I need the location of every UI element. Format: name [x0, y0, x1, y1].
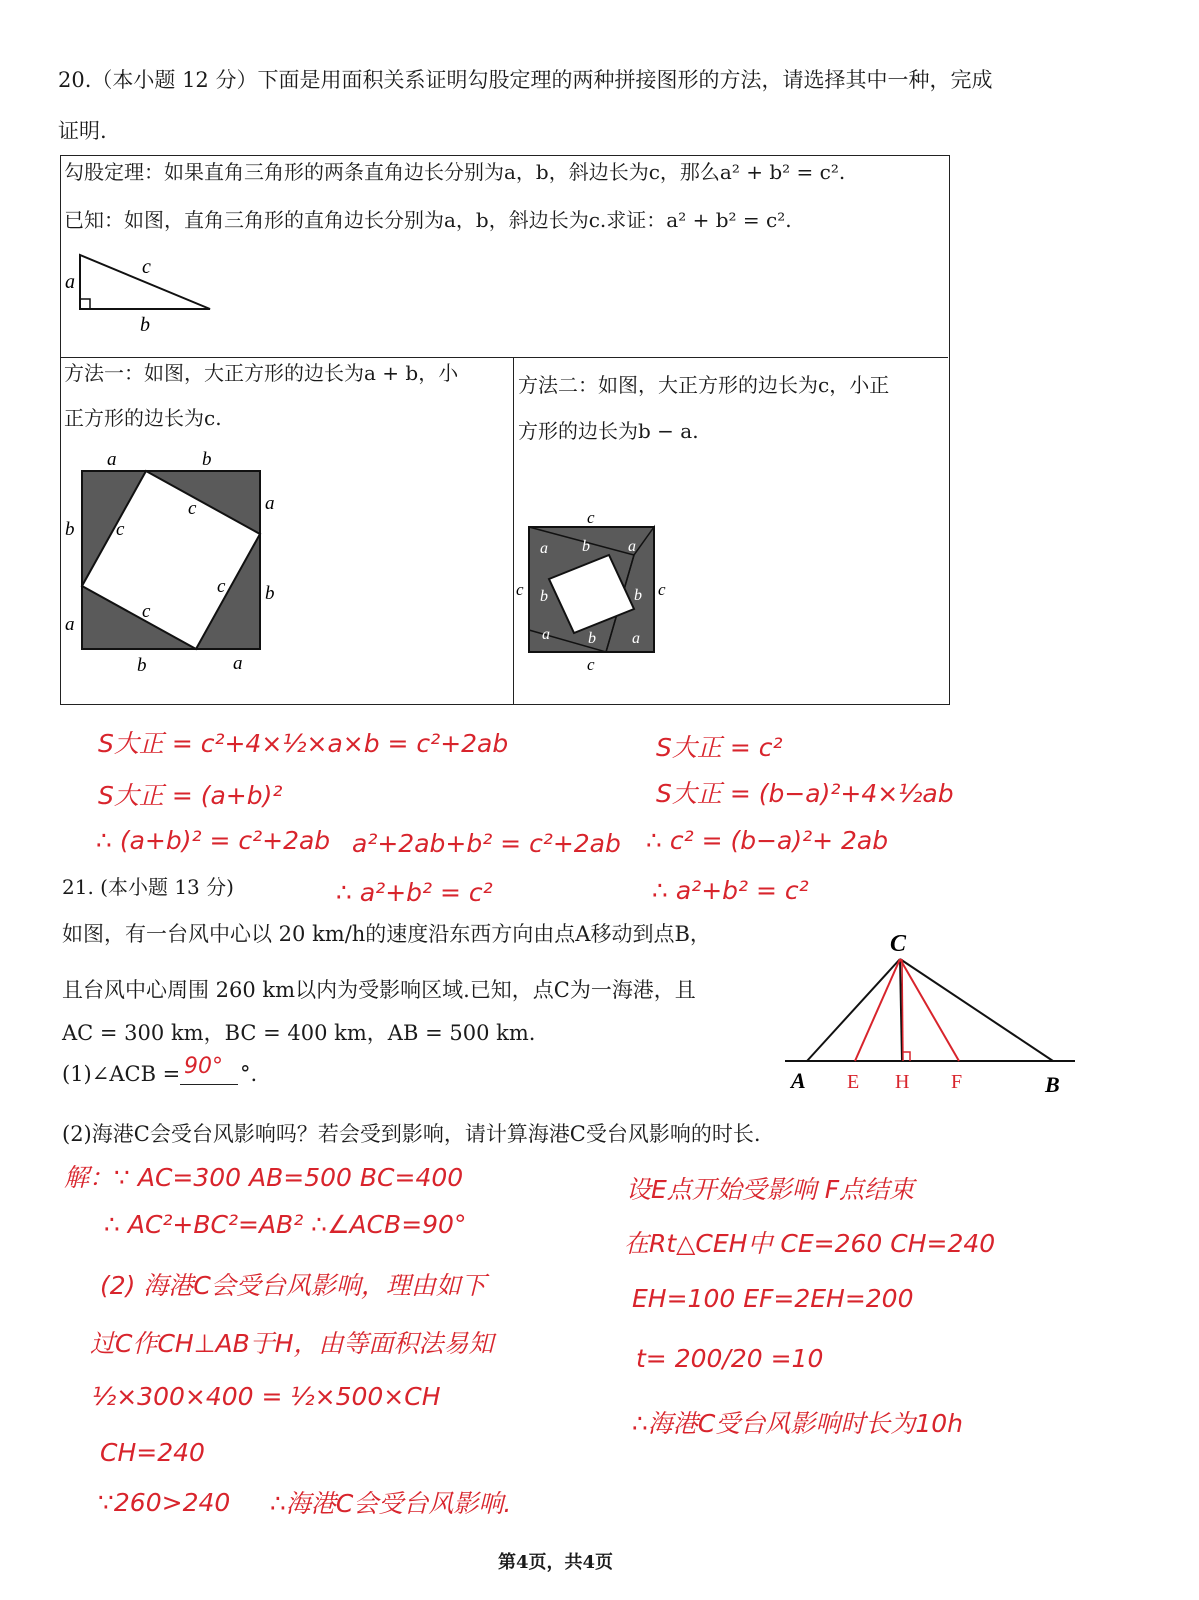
q21-hw-r4: t= 200/20 =10	[636, 1344, 824, 1373]
point-C-label: C	[890, 931, 907, 957]
q21-hw-l7b: ∴海港C会受台风影响.	[270, 1489, 512, 1518]
fig2-b-1: b	[582, 538, 590, 555]
fig1-bottom-b: b	[137, 655, 147, 676]
q20-hw-right-2: S大正 = (b−a)²+4×½ab	[656, 779, 954, 808]
triangle-label-c: c	[142, 256, 151, 278]
fig1-left-b: b	[65, 519, 75, 540]
given-statement: 已知：如图，直角三角形的直角边长分别为a，b，斜边长为c.求证：a² + b² = c².	[64, 208, 792, 232]
q21-hw-l3: (2) 海港C会受台风影响，理由如下	[100, 1271, 486, 1300]
fig1-inner-c-bottom: c	[142, 601, 151, 622]
method1-line2: 正方形的边长为c.	[64, 406, 222, 430]
q20-hw-left-3b: a²+2ab+b² = c²+2ab	[352, 829, 621, 858]
fig1-right-b: b	[265, 583, 275, 604]
q20-hw-right-1: S大正 = c²	[656, 733, 783, 762]
segment-CE	[855, 959, 900, 1061]
q20-hw-left-2: S大正 = (a+b)²	[98, 781, 283, 810]
right-angle-mark	[80, 299, 90, 309]
right-angle-mark-H	[903, 1052, 910, 1061]
q21-text-line3: AC = 300 km，BC = 400 km，AB = 500 km.	[62, 1021, 536, 1045]
fig2-b-4: b	[588, 630, 596, 647]
segment-CB	[900, 959, 1053, 1061]
fig1-inner-c-right: c	[217, 576, 226, 597]
q21-hw-l6: CH=240	[100, 1438, 205, 1467]
method1-figure	[62, 445, 292, 680]
q21-part1-suffix: °.	[240, 1062, 258, 1086]
q21-hw-l4: 过C作CH⊥AB于H，由等面积法易知	[90, 1329, 494, 1358]
q21-header: 21. (本小题 13 分)	[62, 875, 234, 899]
fig2-b-2: b	[540, 588, 548, 605]
q20-header-line2: 证明.	[58, 119, 107, 143]
q20-hw-left-4: ∴ a²+b² = c²	[336, 878, 493, 907]
fig1-inner-c-top: c	[188, 498, 197, 519]
method2-line1: 方法二：如图，大正方形的边长为c，小正	[518, 373, 890, 397]
fig2-right-c: c	[658, 580, 666, 599]
triangle-label-b: b	[140, 314, 150, 336]
fig2-a-2: a	[628, 538, 636, 555]
q21-hw-r5: ∴海港C受台风影响时长为10h	[632, 1409, 964, 1438]
q21-text-line2: 且台风中心周围 260 km以内为受影响区域.已知，点C为一海港，且	[62, 978, 696, 1002]
method2-line2: 方形的边长为b − a.	[518, 419, 699, 443]
q21-hw-l7a: ∵260>240	[98, 1488, 231, 1517]
q21-hw-r3: EH=100 EF=2EH=200	[632, 1284, 914, 1313]
q21-part1-answer: 90°	[184, 1054, 223, 1079]
q21-hw-r1: 设E点开始受影响 F点结束	[626, 1175, 915, 1204]
point-B-label: B	[1045, 1072, 1060, 1097]
q21-hw-r2: 在Rt△CEH中 CE=260 CH=240	[624, 1229, 996, 1258]
fig1-inner-c-left: c	[116, 519, 125, 540]
q21-hw-l5: ½×300×400 = ½×500×CH	[92, 1382, 441, 1411]
q20-header-line1: 20.（本小题 12 分）下面是用面积关系证明勾股定理的两种拼接图形的方法，请选择其中一种，完成	[58, 68, 993, 92]
fig2-left-c: c	[516, 580, 524, 599]
q20-hw-left-3a: ∴ (a+b)² = c²+2ab	[96, 826, 331, 855]
answer-blank-line	[180, 1084, 238, 1085]
q20-hw-left-1: S大正 = c²+4×½×a×b = c²+2ab	[98, 729, 509, 758]
fig2-a-4: a	[632, 630, 640, 647]
q21-part2: (2)海港C会受台风影响吗？若会受到影响，请计算海港C受台风影响的时长.	[62, 1122, 761, 1146]
fig2-a-3: a	[542, 626, 550, 643]
q20-hw-right-3: ∴ c² = (b−a)²+ 2ab	[646, 826, 889, 855]
fig2-a-1: a	[540, 540, 548, 557]
q21-text-line1: 如图，有一台风中心以 20 km/h的速度沿东西方向由点A移动到点B，	[62, 922, 711, 946]
segment-CF	[900, 959, 959, 1061]
point-F-label: F	[951, 1071, 963, 1093]
segment-CA	[807, 959, 900, 1061]
page-footer: 第4页，共4页	[498, 1552, 614, 1573]
fig1-left-a: a	[65, 614, 75, 635]
fig1-top-a: a	[107, 449, 117, 470]
q21-figure	[775, 925, 1085, 1105]
method2-figure	[512, 505, 682, 677]
fig1-right-a: a	[265, 493, 275, 514]
segment-CH-red	[902, 959, 903, 1061]
triangle-label-a: a	[65, 271, 75, 293]
theorem-statement: 勾股定理：如果直角三角形的两条直角边长分别为a，b，斜边长为c，那么a² + b² = c².	[64, 160, 846, 184]
fig1-top-b: b	[202, 449, 212, 470]
point-A-label: A	[791, 1068, 806, 1093]
method1-line1: 方法一：如图，大正方形的边长为a + b，小	[64, 361, 459, 385]
fig2-top-c: c	[587, 508, 595, 527]
point-E-label: E	[847, 1071, 860, 1093]
point-H-label: H	[895, 1071, 910, 1093]
q21-part1-prefix: (1)∠ACB =	[62, 1062, 181, 1086]
q21-hw-l2: ∴ AC²+BC²=AB² ∴∠ACB=90°	[104, 1210, 467, 1239]
fig1-bottom-a: a	[233, 653, 243, 674]
fig2-bottom-c: c	[587, 655, 595, 674]
q21-hw-l1: 解：∵ AC=300 AB=500 BC=400	[64, 1163, 464, 1192]
fig2-b-3: b	[634, 587, 642, 604]
q20-hw-right-4: ∴ a²+b² = c²	[652, 876, 809, 905]
right-triangle-figure	[60, 245, 230, 340]
